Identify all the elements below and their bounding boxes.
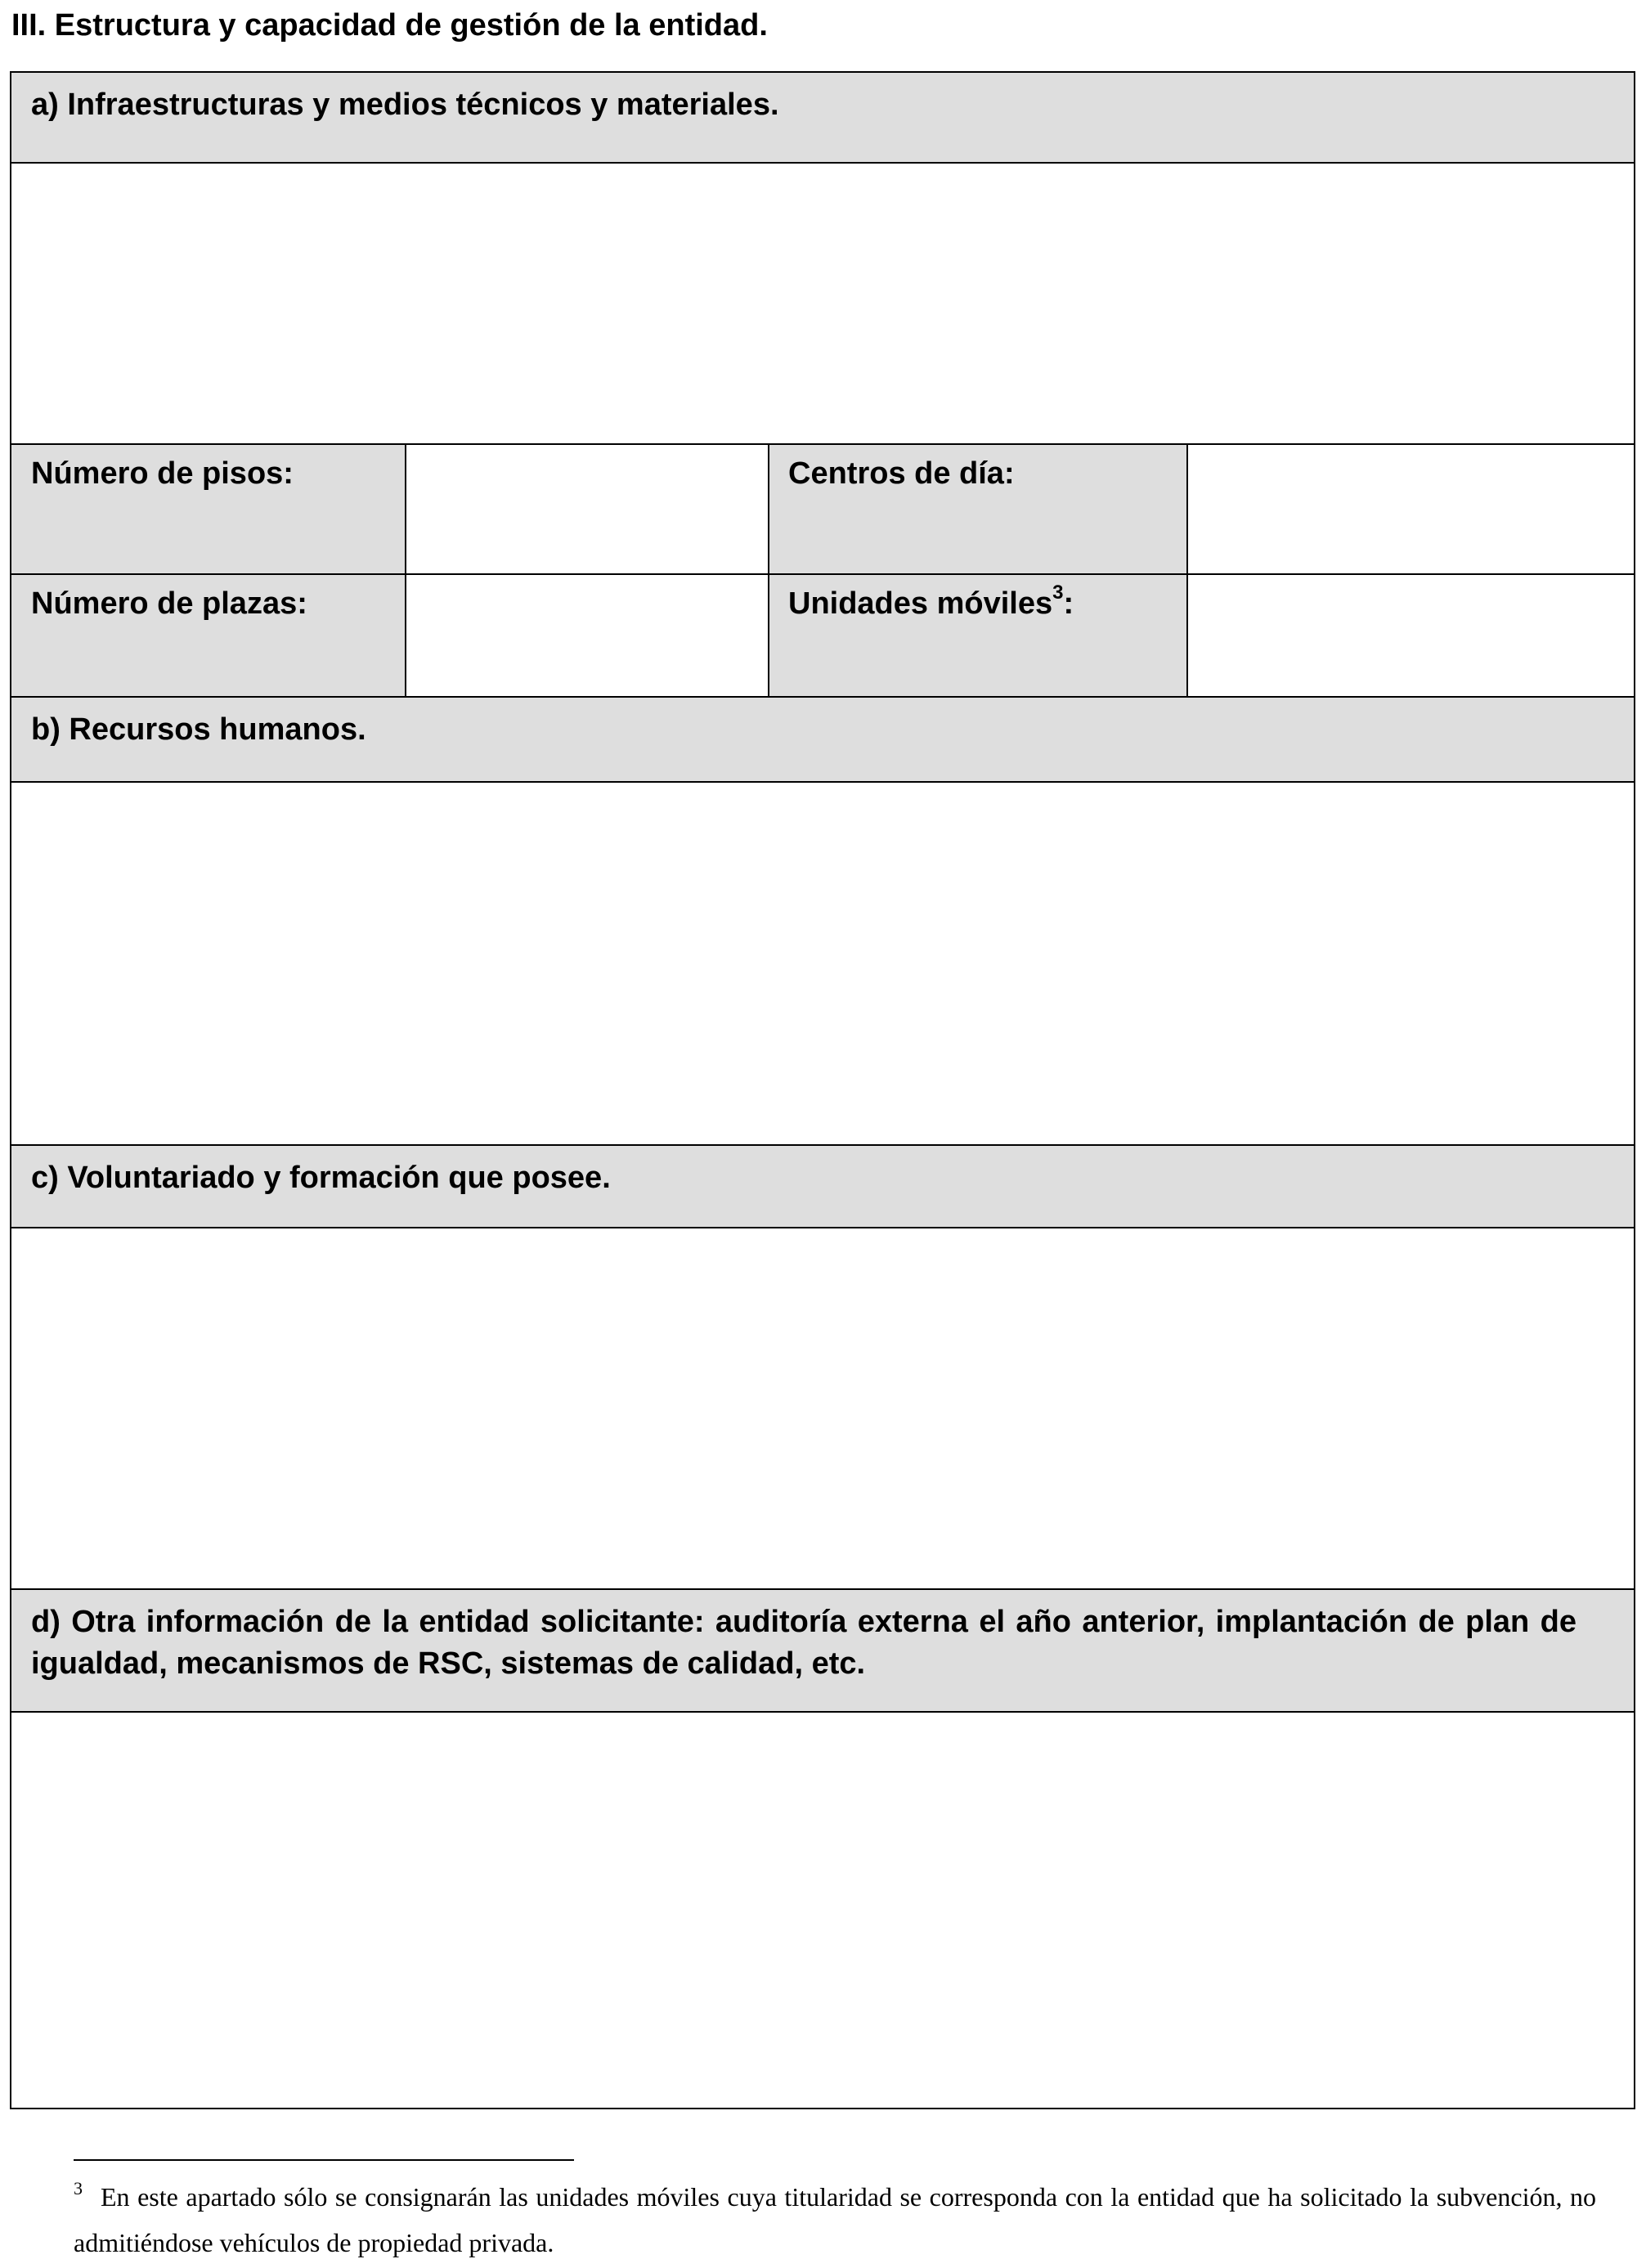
numero-pisos-field[interactable] xyxy=(406,445,769,575)
voluntariado-header xyxy=(11,1146,1634,1228)
section-title: III. Estructura y capacidad de gestión de la entidad. xyxy=(11,8,768,43)
grid-divider xyxy=(1186,575,1188,698)
infraestructuras-header-text: a) Infraestructuras y medios técnicos y materiales. xyxy=(31,88,779,122)
unidades-moviles-colon: : xyxy=(1063,586,1074,621)
unidades-moviles-label-cell xyxy=(769,575,1187,698)
infraestructuras-header xyxy=(11,73,1634,164)
grid-divider xyxy=(768,445,769,575)
footnote-text: En este apartado sólo se consignarán las unidades móviles cuya titularidad se corresponda con la entidad que ha solicitado la subvención, no admitiéndose vehículos de propiedad privada. xyxy=(74,2182,1596,2257)
unidades-moviles-field[interactable] xyxy=(1187,575,1634,698)
footnote xyxy=(74,2176,1596,2264)
unidades-moviles-label xyxy=(788,582,1074,622)
footnote-body xyxy=(74,2176,1596,2264)
footnote-number: 3 xyxy=(74,2178,83,2198)
grid-divider xyxy=(405,575,406,698)
unidades-moviles-label-text: Unidades móviles xyxy=(788,586,1053,621)
otra-informacion-input-area[interactable] xyxy=(11,1713,1634,2108)
infraestructuras-input-area[interactable] xyxy=(11,164,1634,445)
centros-dia-field[interactable] xyxy=(1187,445,1634,575)
otra-informacion-header-text: d) Otra información de la entidad solicitante: auditoría externa el año anterior, implantación de plan de igualdad, mecanismos de RSC, sistemas de calidad, etc. xyxy=(31,1605,1576,1681)
form-table xyxy=(10,71,1635,2109)
recursos-humanos-header xyxy=(11,698,1634,783)
numero-pisos-label-cell xyxy=(11,445,406,575)
footnote-separator xyxy=(74,2159,574,2161)
infraestructuras-grid-row-2 xyxy=(11,575,1634,698)
grid-divider xyxy=(405,445,406,575)
centros-dia-label: Centros de día: xyxy=(788,456,1015,491)
infraestructuras-grid-row-1 xyxy=(11,445,1634,575)
footnote-reference: 3 xyxy=(1052,582,1064,604)
numero-plazas-label: Número de plazas: xyxy=(31,586,307,621)
recursos-humanos-header-text: b) Recursos humanos. xyxy=(31,712,366,747)
voluntariado-header-text: c) Voluntariado y formación que posee. xyxy=(31,1161,611,1195)
recursos-humanos-input-area[interactable] xyxy=(11,783,1634,1146)
grid-divider xyxy=(1186,445,1188,575)
numero-plazas-field[interactable] xyxy=(406,575,769,698)
numero-plazas-label-cell xyxy=(11,575,406,698)
grid-divider xyxy=(768,575,769,698)
otra-informacion-header xyxy=(11,1590,1634,1713)
centros-dia-label-cell xyxy=(769,445,1187,575)
numero-pisos-label: Número de pisos: xyxy=(31,456,294,491)
voluntariado-input-area[interactable] xyxy=(11,1228,1634,1590)
